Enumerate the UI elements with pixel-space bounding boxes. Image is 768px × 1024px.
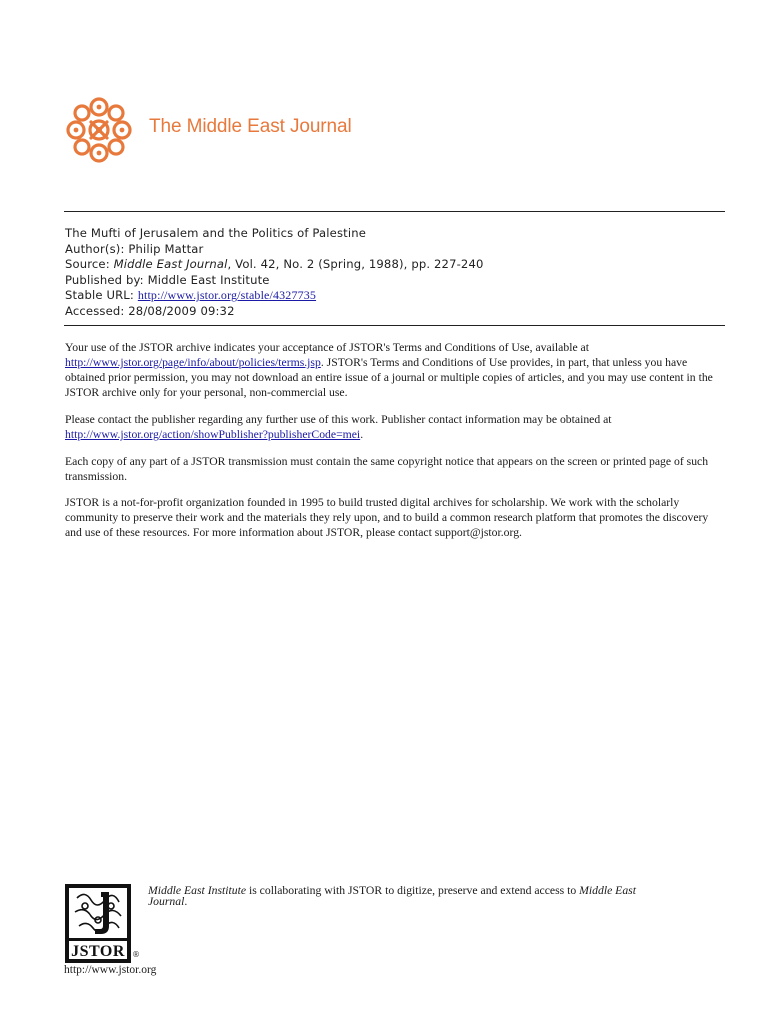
accessed-label: Accessed: xyxy=(65,303,125,318)
journal-name: The Middle East Journal xyxy=(149,116,352,137)
terms-paragraph-use xyxy=(65,340,725,400)
divider-top xyxy=(64,211,725,212)
publisher-label: Published by: xyxy=(65,272,144,287)
terms-link[interactable]: http://www.jstor.org/page/info/about/policies/terms.jsp xyxy=(65,356,321,370)
stable-url-link[interactable]: http://www.jstor.org/stable/4327735 xyxy=(137,288,317,302)
registered-mark: ® xyxy=(132,950,140,959)
publisher-name: Middle East Institute xyxy=(147,272,270,287)
journal-line-2: Journal xyxy=(148,895,185,908)
author-name: Philip Mattar xyxy=(128,241,204,256)
stable-url-line xyxy=(65,288,725,304)
publisher-contact-link[interactable]: http://www.jstor.org/action/showPublisher?publisherCode=mei xyxy=(65,427,361,441)
citation-block xyxy=(65,226,725,319)
journal-end: . xyxy=(184,895,188,908)
terms-use-text-b: . JSTOR's Terms and Conditions of Use provides, in part, that unless you have obtained prior permission, you may not download an entire issue of a journal or multiple copies of articles, and you may use content in the JSTOR archive only for your personal, non-commercial use. xyxy=(65,356,713,400)
journal-line-1: Middle East xyxy=(579,884,636,897)
terms-paragraph-about: JSTOR is a not-for-profit organization founded in 1995 to build trusted digital archives for scholarship. We work with the scholarly community to preserve their work and the materials they rely upon, and to build a common research platform that promotes the discovery and use of these resources. For more information about JSTOR, please contact support@jstor.org. xyxy=(65,496,709,540)
terms-paragraph-contact xyxy=(65,412,725,442)
contact-text-b: . xyxy=(360,427,364,441)
collaboration-note xyxy=(148,885,708,907)
arabesque-knot-icon xyxy=(63,94,135,166)
source-line xyxy=(65,257,725,273)
contact-text-a: Please contact the publisher regarding any further use of this work. Publisher contact information may be obtained at xyxy=(65,412,612,426)
divider-bottom xyxy=(64,325,725,326)
author-line xyxy=(65,242,725,258)
terms-notice xyxy=(65,340,725,552)
author-label: Author(s): xyxy=(65,241,125,256)
jstor-home-link[interactable]: http://www.jstor.org xyxy=(64,964,157,976)
article-title: The Mufti of Jerusalem and the Politics of Palestine xyxy=(65,226,366,240)
source-journal: Middle East Journal xyxy=(113,257,228,271)
terms-use-text-a: Your use of the JSTOR archive indicates your acceptance of JSTOR's Terms and Conditions of Use, available at xyxy=(65,341,589,354)
institute-name: Middle East Institute xyxy=(148,884,247,897)
stable-url-label: Stable URL: xyxy=(65,288,134,302)
accessed-line xyxy=(65,304,725,320)
source-label: Source: xyxy=(65,257,110,271)
terms-paragraph-copy: Each copy of any part of a JSTOR transmission must contain the same copyright notice that appears on the screen or printed page of such transmission. xyxy=(65,454,709,483)
jstor-logo-icon xyxy=(65,884,131,963)
collaboration-text: is collaborating with JSTOR to digitize, preserve and extend access to xyxy=(246,884,580,897)
journal-masthead xyxy=(63,94,363,166)
accessed-date: 28/08/2009 09:32 xyxy=(128,303,235,318)
publisher-line xyxy=(65,273,725,289)
source-details: , Vol. 42, No. 2 (Spring, 1988), pp. 227-240 xyxy=(227,257,484,271)
jstor-logo-text: JSTOR xyxy=(71,943,125,960)
